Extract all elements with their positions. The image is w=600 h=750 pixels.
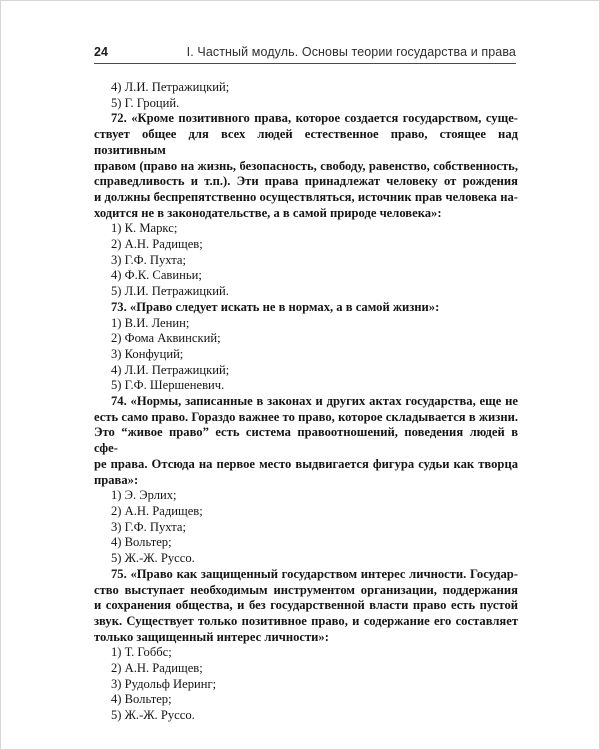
question-line: ре права. Отсюда на первое место выдвигается фигура судьи как творца	[94, 456, 518, 471]
answer-option: 4) Л.И. Петражицкий;	[111, 362, 230, 377]
answer-option: 3) Конфуций;	[111, 346, 184, 361]
running-header: I. Частный модуль. Основы теории государства и права	[186, 45, 516, 59]
answer-option: 2) А.Н. Радищев;	[111, 237, 203, 252]
question-line: Это “живое право” есть система правоотношений, поведения людей в сфе-	[94, 425, 518, 456]
answer-option: 5) Ж.-Ж. Руссо.	[111, 708, 195, 723]
answer-option: 3) Г.Ф. Пухта;	[111, 519, 187, 534]
answer-option: 5) Г. Гроций.	[111, 95, 180, 110]
answer-option: 4) Ф.К. Савиньи;	[111, 268, 202, 283]
question-line: есть само право. Гораздо важнее то право, которое складывается в жизни.	[94, 409, 518, 424]
question-text	[94, 300, 518, 316]
question-line: 75. «Право как защищенный государством интерес личности. Государ-	[111, 566, 518, 581]
question-line: ствует общее для всех людей естественное право, стоящее над позитивным	[94, 127, 518, 157]
question-line: и сохранения общества, и без государственной власти право есть пустой	[94, 598, 518, 613]
question-line: звук. Существует только позитивное право, и содержание его составляет	[94, 613, 518, 628]
answer-option: 5) Г.Ф. Шершеневич.	[111, 378, 225, 393]
answer-option: 1) Т. Гоббс;	[111, 645, 172, 660]
question-text	[94, 394, 518, 488]
question-line: права»:	[94, 472, 139, 487]
question-line: и должны беспрепятственно осуществляться, источник прав человека на-	[94, 189, 518, 204]
answer-option: 4) Вольтер;	[111, 692, 172, 707]
answer-option: 2) Фома Аквинский;	[111, 331, 221, 346]
answer-option: 5) Л.И. Петражицкий.	[111, 284, 229, 299]
answer-option: 1) К. Маркс;	[111, 221, 178, 236]
answer-option: 4) Л.И. Петражицкий;	[111, 80, 230, 94]
answer-option: 1) Э. Эрлих;	[111, 488, 177, 503]
page-header	[94, 45, 516, 59]
question-line: справедливость и т.п.). Эти права принадлежат человеку от рождения	[94, 174, 518, 189]
question-line: ходится не в законодательстве, а в самой природе человека»:	[94, 205, 442, 220]
page-number: 24	[94, 45, 109, 59]
question-line: ство выступает необходимым инструментом организации, поддержания	[94, 582, 518, 597]
question-text	[94, 567, 518, 646]
header-rule	[94, 63, 516, 64]
question-text	[94, 111, 518, 221]
answer-option: 5) Ж.-Ж. Руссо.	[111, 551, 195, 566]
answer-option: 4) Вольтер;	[111, 535, 172, 550]
page-body	[94, 80, 518, 724]
answer-option: 2) А.Н. Радищев;	[111, 503, 203, 518]
answer-option: 2) А.Н. Радищев;	[111, 661, 203, 676]
question-line: 74. «Нормы, записанные в законах и других актах государства, еще не	[111, 394, 518, 409]
answer-option: 3) Г.Ф. Пухта;	[111, 252, 187, 267]
question-line: правом (право на жизнь, безопасность, свободу, равенство, собственность,	[94, 158, 518, 173]
question-line: 72. «Кроме позитивного права, которое создается государством, суще-	[111, 111, 518, 126]
answer-option: 3) Рудольф Иеринг;	[111, 676, 217, 691]
question-line: только защищенный интерес личности»:	[94, 629, 329, 644]
answer-option: 1) В.И. Ленин;	[111, 315, 190, 330]
question-line: 73. «Право следует искать не в нормах, а в самой жизни»:	[111, 299, 440, 314]
